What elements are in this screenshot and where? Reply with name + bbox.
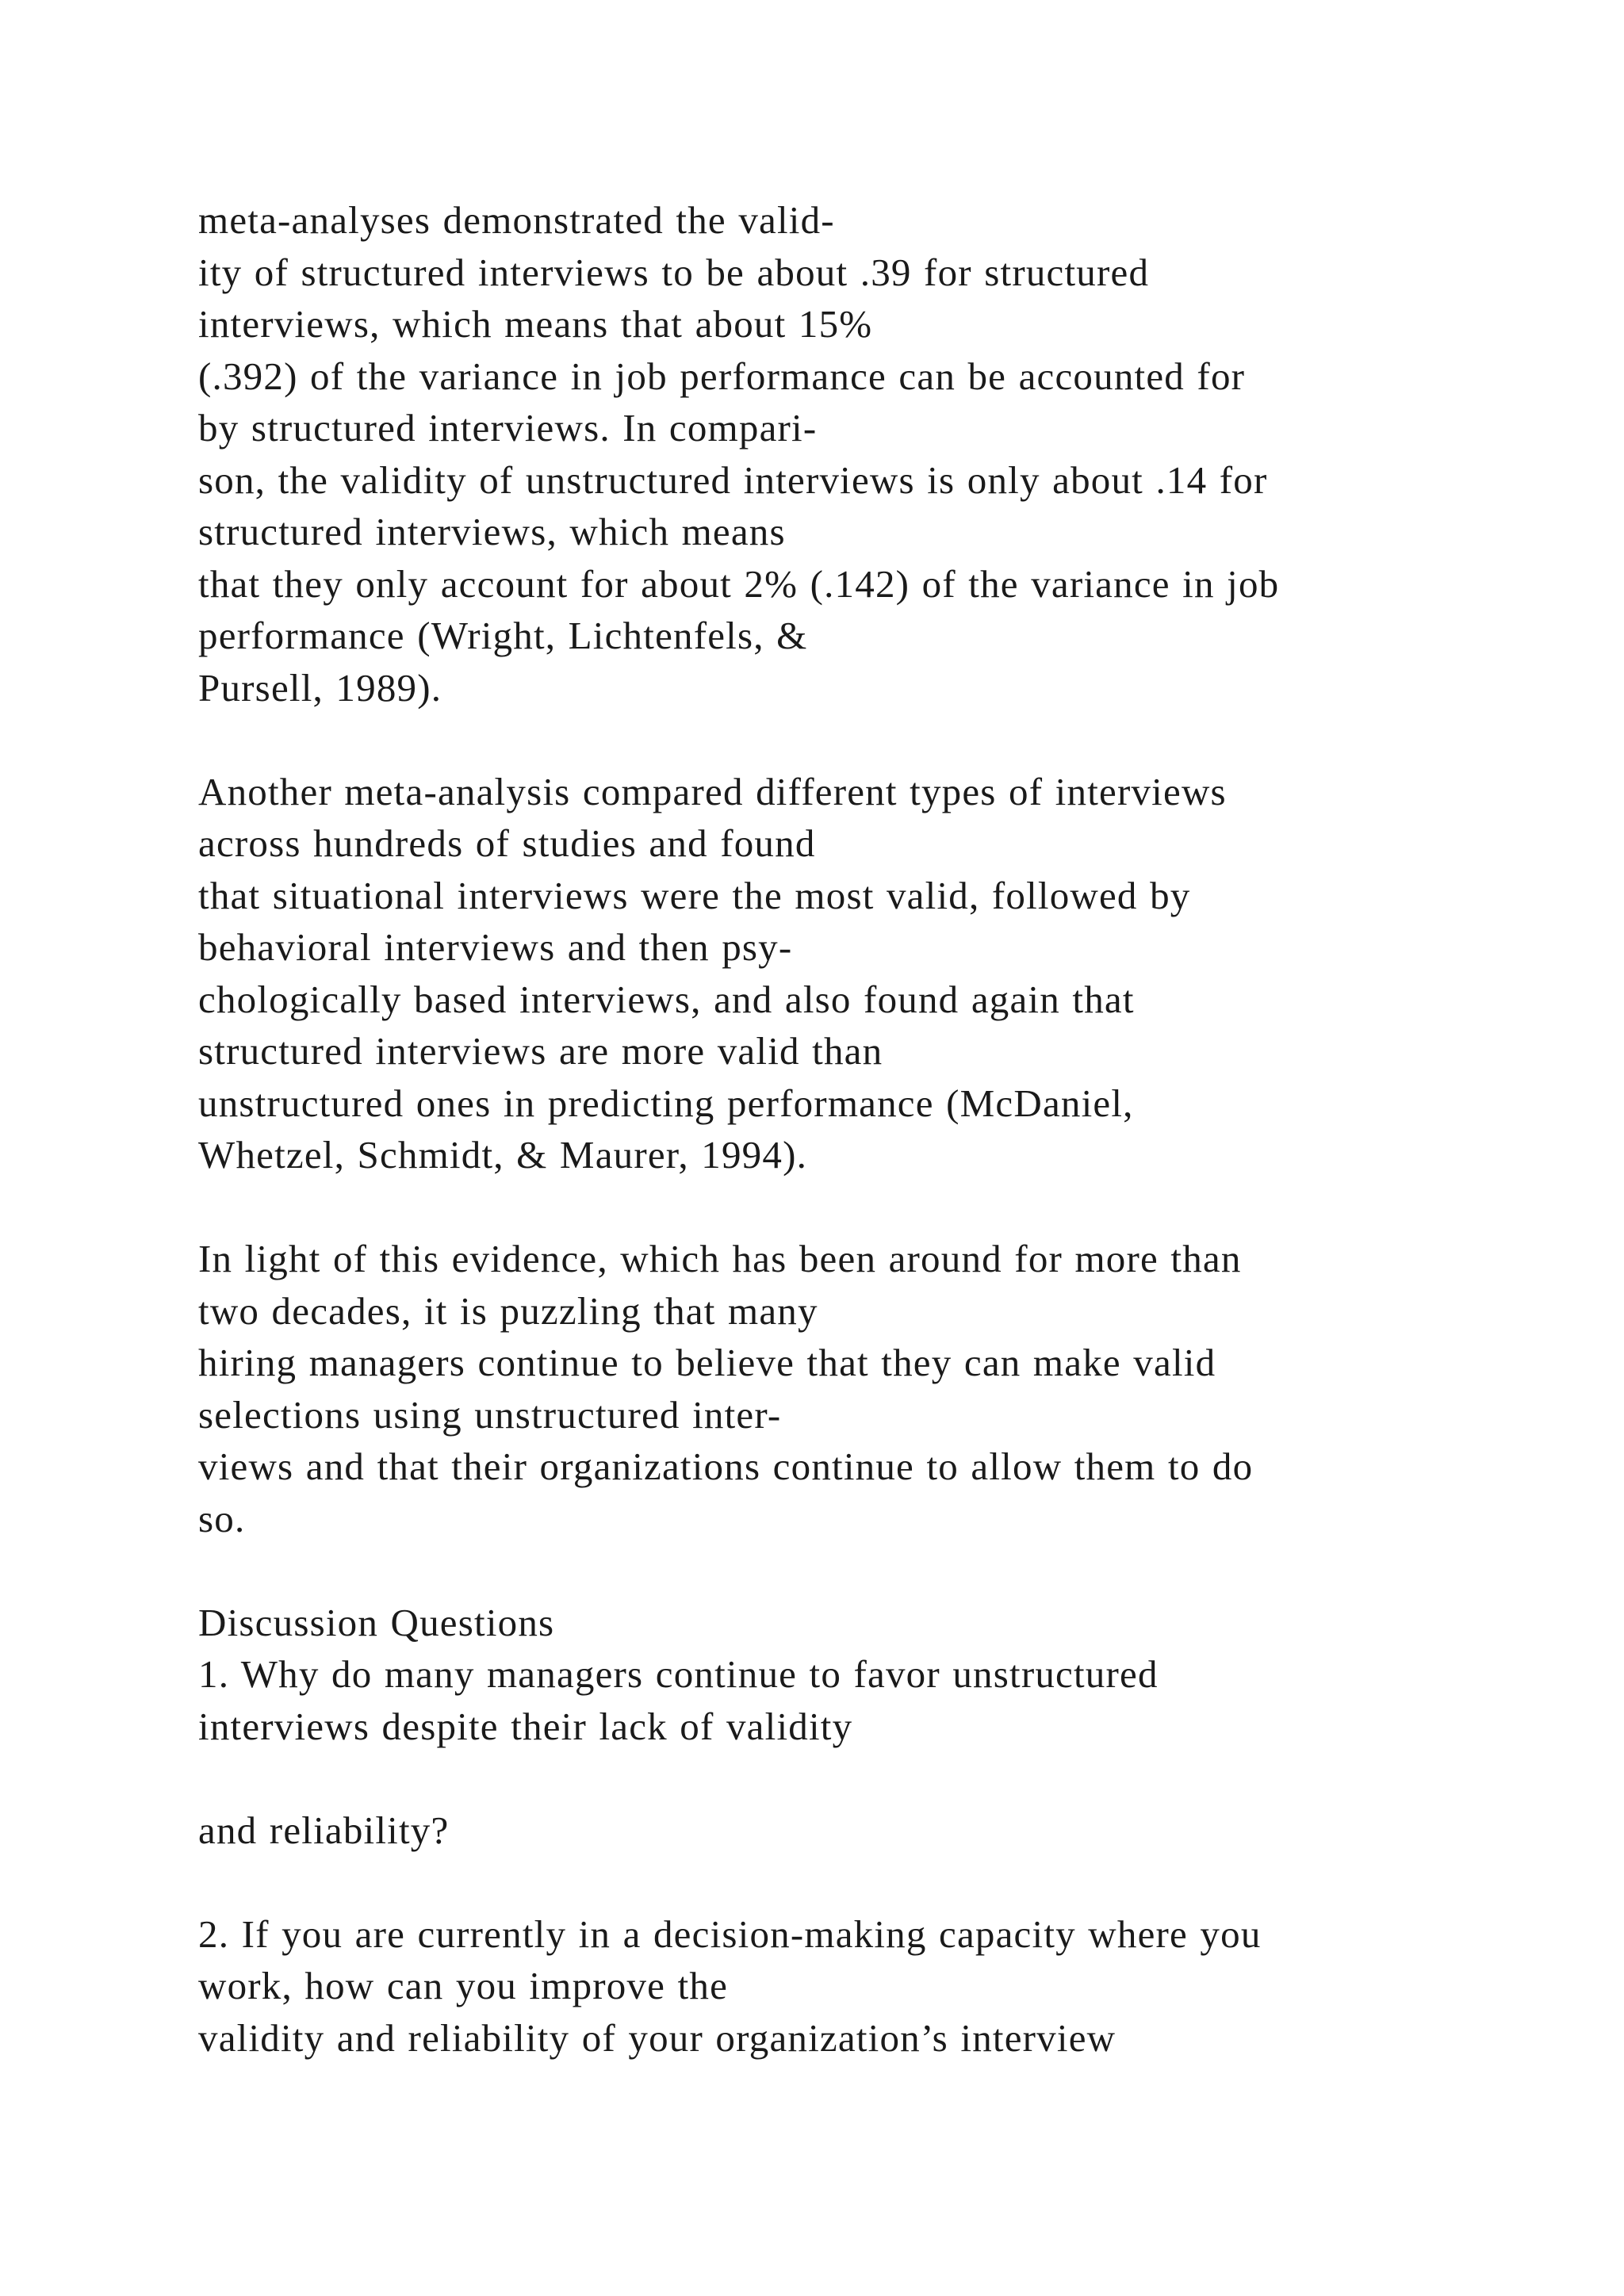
text-line: two decades, it is puzzling that many xyxy=(198,1288,818,1333)
text-line: unstructured ones in predicting performance (McDaniel, xyxy=(198,1081,1134,1125)
text-line: by structured interviews. In compari- xyxy=(198,406,818,450)
question-1-line: and reliability? xyxy=(198,1808,450,1852)
paragraph-break xyxy=(198,1544,1546,1597)
paragraph-break xyxy=(198,1181,1546,1234)
paragraph-break xyxy=(198,1752,1546,1804)
text-line: meta-analyses demonstrated the valid- xyxy=(198,198,835,242)
text-line: selections using unstructured inter- xyxy=(198,1392,782,1437)
text-line: chologically based interviews, and also found again that xyxy=(198,977,1135,1021)
text-line: so. xyxy=(198,1496,246,1540)
question-2-line: validity and reliability of your organization’s interview xyxy=(198,2015,1116,2060)
text-line: views and that their organizations continue to allow them to do xyxy=(198,1445,1254,1488)
document-body xyxy=(198,194,1546,2064)
text-line: that they only account for about 2% (.142) of the variance in job xyxy=(198,561,1280,606)
text-line: behavioral interviews and then psy- xyxy=(198,925,793,969)
text-line: structured interviews are more valid than xyxy=(198,1029,883,1073)
text-line: (.392) of the variance in job performance can be accounted for xyxy=(198,354,1246,398)
text-line: ity of structured interviews to be about .39 for structured xyxy=(198,250,1150,294)
text-line: structured interviews, which means xyxy=(198,510,786,553)
paragraph-break xyxy=(198,1856,1546,1908)
text-line: performance (Wright, Lichtenfels, & xyxy=(198,614,808,657)
text-line: In light of this evidence, which has been around for more than xyxy=(198,1237,1242,1280)
text-line: Another meta-analysis compared different types of interviews xyxy=(198,769,1227,813)
section-heading: Discussion Questions xyxy=(198,1600,555,1644)
text-line: hiring managers continue to believe that they can make valid xyxy=(198,1341,1216,1384)
text-line: that situational interviews were the most valid, followed by xyxy=(198,873,1191,917)
text-line: across hundreds of studies and found xyxy=(198,821,816,865)
question-2-line: work, how can you improve the xyxy=(198,1964,729,2007)
question-1-line: 1. Why do many managers continue to favor unstructured xyxy=(198,1652,1159,1696)
text-line: Whetzel, Schmidt, & Maurer, 1994). xyxy=(198,1133,808,1177)
text-line: Pursell, 1989). xyxy=(198,665,442,710)
text-line: interviews, which means that about 15% xyxy=(198,302,873,346)
question-1-line: interviews despite their lack of validity xyxy=(198,1704,853,1748)
paragraph-break xyxy=(198,714,1546,766)
question-2-line: 2. If you are currently in a decision-making capacity where you xyxy=(198,1911,1262,1956)
text-line: son, the validity of unstructured interviews is only about .14 for xyxy=(198,457,1268,502)
